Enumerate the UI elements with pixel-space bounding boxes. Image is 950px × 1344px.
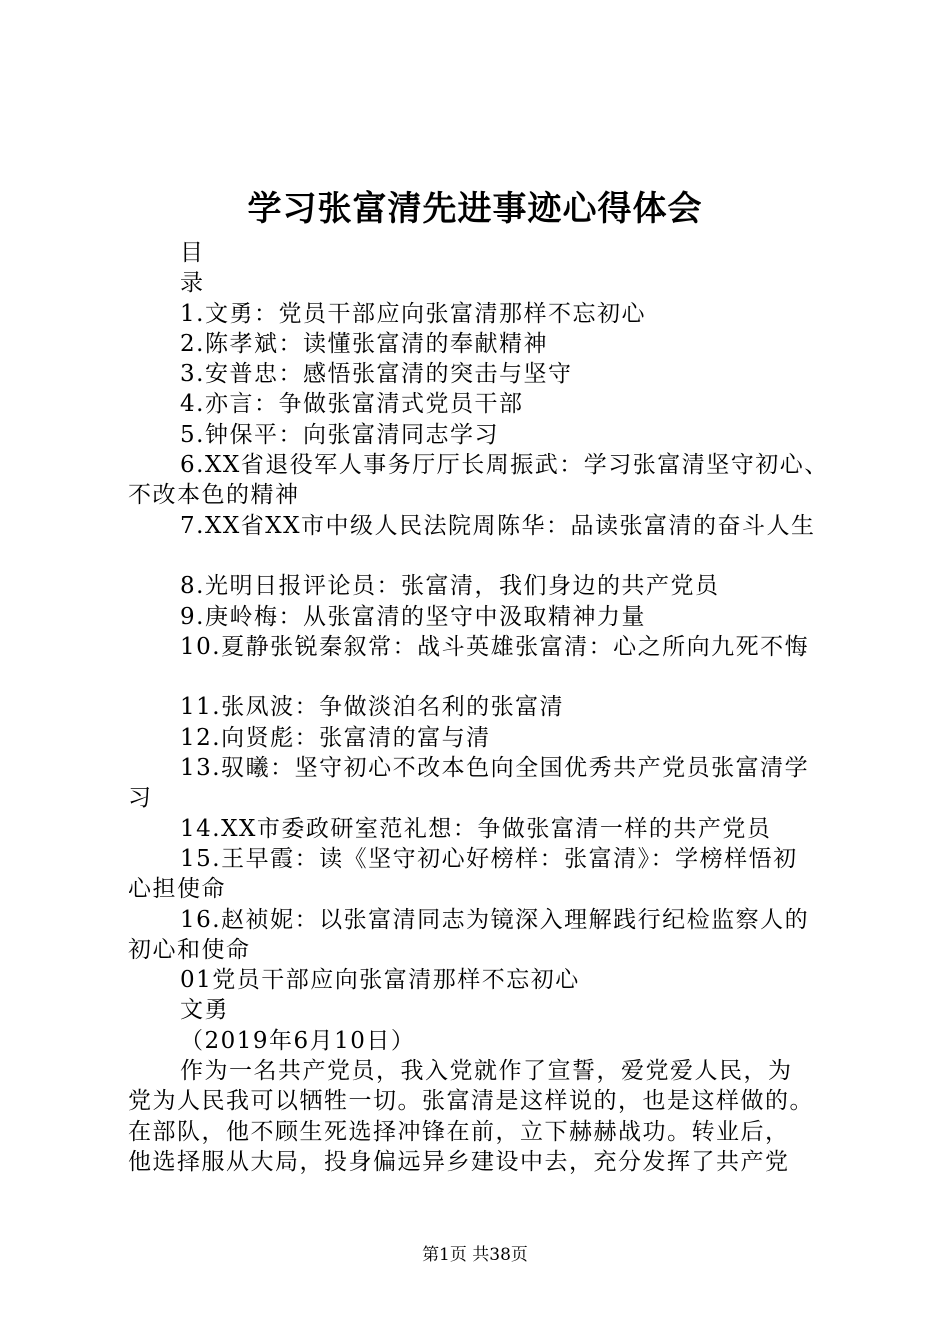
toc-item: 7.XX省XX市中级人民法院周陈华：品读张富清的奋斗人生 (180, 512, 816, 539)
toc-item: 11.张凤波：争做淡泊名利的张富清 (180, 694, 565, 721)
blank-line (128, 541, 848, 571)
paragraph-line: 党为人民我可以牺牲一切。张富清是这样说的，也是这样做的。 (128, 1088, 814, 1115)
toc-item: 14.XX市委政研室范礼想：争做张富清一样的共产党员 (180, 815, 772, 842)
document-body (128, 238, 848, 1177)
toc-item: 16.赵祯妮：以张富清同志为镜深入理解践行纪检监察人的 (180, 906, 810, 933)
toc-item: 9.庚岭梅：从张富清的坚守中汲取精神力量 (180, 603, 646, 630)
toc-item: 3.安普忠：感悟张富清的突击与坚守 (180, 361, 573, 388)
toc-item-continuation: 不改本色的精神 (128, 482, 300, 509)
toc-heading-1: 目 (180, 240, 205, 266)
paragraph-line: 在部队，他不顾生死选择冲锋在前，立下赫赫战功。转业后， (128, 1118, 790, 1145)
toc-item-continuation: 初心和使命 (128, 936, 251, 963)
toc-item: 6.XX省退役军人事务厅厅长周振武：学习张富清坚守初心、 (180, 452, 829, 479)
toc-item: 10.夏静张锐秦叙常：战斗英雄张富清：心之所向九死不悔 (180, 633, 810, 660)
page-footer: 第1页 共38页 (422, 1245, 528, 1265)
toc-item: 2.陈孝斌：读懂张富清的奉献精神 (180, 330, 548, 357)
article-date: （2019年6月10日） (180, 1027, 416, 1054)
toc-item: 5.钟保平：向张富清同志学习 (180, 421, 499, 448)
paragraph-line: 作为一名共产党员，我入党就作了宣誓，爱党爱人民，为 (180, 1058, 793, 1085)
blank-line (128, 662, 848, 692)
toc-item: 12.向贤彪：张富清的富与清 (180, 724, 491, 751)
toc-item: 13.驭曦：坚守初心不改本色向全国优秀共产党员张富清学 (180, 755, 810, 782)
article-author: 文勇 (180, 997, 229, 1024)
toc-item-continuation: 心担使命 (128, 876, 226, 903)
toc-item: 8.光明日报评论员：张富清，我们身边的共产党员 (180, 573, 720, 600)
toc-item-continuation: 习 (128, 785, 153, 812)
toc-item: 15.王早霞：读《坚守初心好榜样：张富清》：学榜样悟初 (180, 845, 798, 872)
document-title: 学习张富清先进事迹心得体会 (247, 189, 703, 229)
toc-item: 4.亦言：争做张富清式党员干部 (180, 391, 524, 418)
toc-item: 1.文勇：党员干部应向张富清那样不忘初心 (180, 300, 646, 327)
toc-heading-2: 录 (180, 270, 205, 297)
article-heading: 01党员干部应向张富清那样不忘初心 (180, 967, 580, 994)
paragraph-line: 他选择服从大局，投身偏远异乡建设中去，充分发挥了共产党 (128, 1148, 790, 1175)
